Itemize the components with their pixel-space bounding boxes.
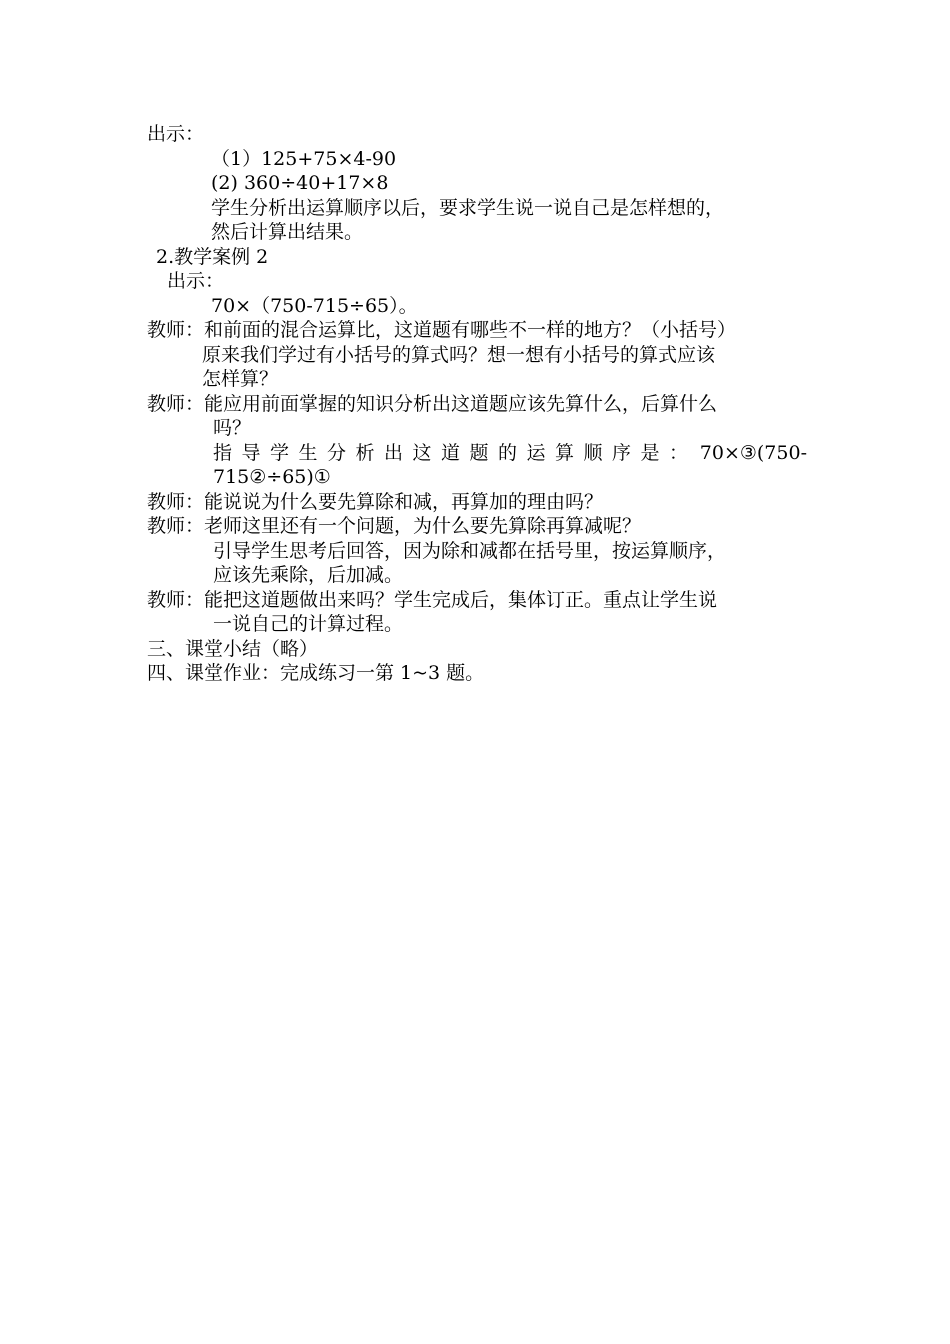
text-line: (2) 360÷40+17×8 xyxy=(211,172,389,194)
text-line: 吗？ xyxy=(213,417,252,439)
text-line: 出示： xyxy=(167,270,225,292)
text-line: 学生分析出运算顺序以后，要求学生说一说自己是怎样想的， xyxy=(211,196,725,219)
section-heading: 四、课堂作业：完成练习一第 1~3 题。 xyxy=(147,662,485,684)
text-fragment: 70×③(750- xyxy=(699,441,807,464)
text-line: 出示： xyxy=(147,123,205,145)
text-line: 原来我们学过有小括号的算式吗？想一想有小括号的算式应该 xyxy=(202,343,716,366)
text-line: 教师：能说说为什么要先算除和减，再算加的理由吗？ xyxy=(147,490,604,513)
text-line: 教师：能应用前面掌握的知识分析出这道题应该先算什么，后算什么 xyxy=(147,392,718,415)
text-line: 教师：老师这里还有一个问题，为什么要先算除再算减呢？ xyxy=(147,515,642,537)
text-line: 应该先乘除，后加减。 xyxy=(213,564,404,586)
text-line: 引导学生思考后回答，因为除和减都在括号里，按运算顺序， xyxy=(213,539,727,562)
text-line: 教师：和前面的混合运算比，这道题有哪些不一样的地方？（小括号） xyxy=(147,319,737,341)
text-fragment: 指导学生分析出这道题的运算顺序是： xyxy=(213,441,698,464)
section-heading: 三、课堂小结（略） xyxy=(147,637,319,660)
section-heading: 2.教学案例 2 xyxy=(156,245,269,268)
text-line: 70×（750-715÷65）。 xyxy=(211,294,418,317)
text-line: 715②÷65)① xyxy=(213,466,331,488)
text-line xyxy=(147,441,807,466)
text-line: 然后计算出结果。 xyxy=(211,221,364,243)
document-body xyxy=(147,122,807,686)
text-line: （1）125+75×4-90 xyxy=(211,147,397,170)
text-line: 一说自己的计算过程。 xyxy=(213,613,404,635)
text-line: 教师：能把这道题做出来吗？学生完成后，集体订正。重点让学生说 xyxy=(147,588,718,611)
text-line: 怎样算？ xyxy=(202,368,279,390)
